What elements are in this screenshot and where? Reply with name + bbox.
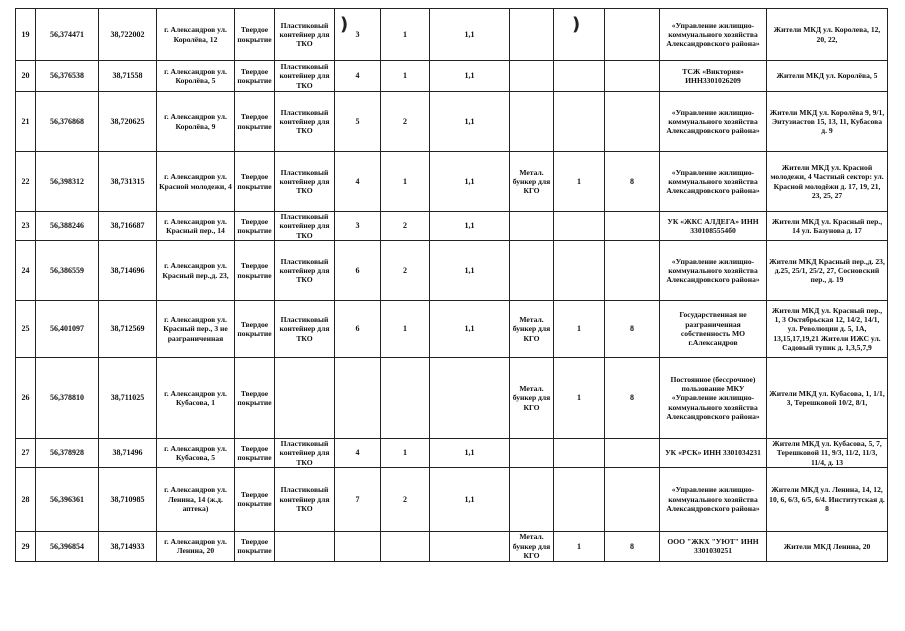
- volume-cell: [430, 358, 510, 439]
- container-type-cell: Пластиковый контейнер для ТКО: [275, 301, 335, 358]
- surface-cell: Твердое покрытие: [235, 61, 275, 92]
- table-row: [16, 241, 888, 301]
- latitude-cell: 56,378810: [36, 358, 99, 439]
- address-cell: г. Александров ул. Королёва, 12: [157, 9, 235, 61]
- surface-cell: Твердое покрытие: [235, 467, 275, 531]
- kgo-count-cell: [554, 212, 605, 241]
- latitude-cell: 56,378928: [36, 439, 99, 468]
- longitude-cell: 38,716687: [99, 212, 157, 241]
- longitude-cell: 38,71558: [99, 61, 157, 92]
- latitude-cell: 56,374471: [36, 9, 99, 61]
- latitude-cell: 56,396361: [36, 467, 99, 531]
- longitude-cell: 38,711025: [99, 358, 157, 439]
- surface-cell: Твердое покрытие: [235, 531, 275, 561]
- kgo-bunker-cell: [510, 212, 554, 241]
- surface-cell: Твердое покрытие: [235, 439, 275, 468]
- table-row: [16, 92, 888, 152]
- row-number: 28: [16, 467, 36, 531]
- container-count2-cell: 2: [381, 212, 430, 241]
- volume-cell: 1,1: [430, 241, 510, 301]
- kgo-count-cell: [554, 439, 605, 468]
- container-type-cell: Пластиковый контейнер для ТКО: [275, 92, 335, 152]
- row-number: 22: [16, 152, 36, 212]
- row-number: 20: [16, 61, 36, 92]
- address-cell: г. Александров ул. Королёва, 9: [157, 92, 235, 152]
- users-cell: Жители МКД Ленина, 20: [767, 531, 888, 561]
- kgo-bunker-cell: Метал. бункер для КГО: [510, 152, 554, 212]
- kgo-count-cell: 1: [554, 301, 605, 358]
- address-cell: г. Александров ул. Кубасова, 5: [157, 439, 235, 468]
- surface-cell: Твердое покрытие: [235, 241, 275, 301]
- longitude-cell: 38,722002: [99, 9, 157, 61]
- container-type-cell: Пластиковый контейнер для ТКО: [275, 439, 335, 468]
- surface-cell: Твердое покрытие: [235, 212, 275, 241]
- kgo-volume-cell: [605, 241, 660, 301]
- kgo-bunker-cell: Метал. бункер для КГО: [510, 301, 554, 358]
- container-count2-cell: 1: [381, 9, 430, 61]
- kgo-bunker-cell: [510, 61, 554, 92]
- owner-cell: Постоянное (бессрочное) пользование МКУ «Управление жилищно-коммунального хозяйства Александровского района»: [660, 358, 767, 439]
- container-type-cell: Пластиковый контейнер для ТКО: [275, 152, 335, 212]
- volume-cell: 1,1: [430, 301, 510, 358]
- container-count-cell: 6: [335, 301, 381, 358]
- owner-cell: «Управление жилищно-коммунального хозяйства Александровского района»: [660, 152, 767, 212]
- users-cell: Жители МКД ул. Красный пер., 1, 3 Октябрьская 12, 14/2, 14/1, ул. Революции д. 5, 1А, 13,15,17,19,21 Жители ИЖС ул. Садовый тупик д. 1,3,5,7,9: [767, 301, 888, 358]
- volume-cell: [430, 531, 510, 561]
- table-row: [16, 439, 888, 468]
- row-number: 19: [16, 9, 36, 61]
- owner-cell: ТСЖ «Виктория» ИНН3301026209: [660, 61, 767, 92]
- kgo-count-cell: 1: [554, 152, 605, 212]
- table-row: [16, 301, 888, 358]
- kgo-volume-cell: [605, 212, 660, 241]
- container-type-cell: [275, 358, 335, 439]
- kgo-bunker-cell: [510, 92, 554, 152]
- users-cell: Жители МКД ул. Ленина, 14, 12, 10, 6, 6/3, 6/5, 6/4. Институтская д. 8: [767, 467, 888, 531]
- container-type-cell: Пластиковый контейнер для ТКО: [275, 467, 335, 531]
- volume-cell: 1,1: [430, 61, 510, 92]
- volume-cell: 1,1: [430, 439, 510, 468]
- kgo-count-cell: [554, 92, 605, 152]
- kgo-volume-cell: 8: [605, 301, 660, 358]
- scan-mark-left: ): [340, 14, 349, 35]
- kgo-volume-cell: [605, 92, 660, 152]
- longitude-cell: 38,712569: [99, 301, 157, 358]
- container-count2-cell: [381, 358, 430, 439]
- kgo-volume-cell: 8: [605, 358, 660, 439]
- container-count2-cell: 1: [381, 439, 430, 468]
- surface-cell: Твердое покрытие: [235, 152, 275, 212]
- container-count-cell: 5: [335, 92, 381, 152]
- container-count-cell: [335, 531, 381, 561]
- volume-cell: 1,1: [430, 92, 510, 152]
- waste-sites-table: [15, 8, 888, 562]
- container-count-cell: 4: [335, 439, 381, 468]
- container-type-cell: Пластиковый контейнер для ТКО: [275, 241, 335, 301]
- kgo-bunker-cell: [510, 9, 554, 61]
- latitude-cell: 56,401097: [36, 301, 99, 358]
- longitude-cell: 38,720625: [99, 92, 157, 152]
- row-number: 25: [16, 301, 36, 358]
- container-count-cell: 3: [335, 9, 381, 61]
- owner-cell: УК «РСК» ИНН 3301034231: [660, 439, 767, 468]
- volume-cell: 1,1: [430, 467, 510, 531]
- users-cell: Жители МКД ул. Королева, 12, 20, 22,: [767, 9, 888, 61]
- volume-cell: 1,1: [430, 9, 510, 61]
- surface-cell: Твердое покрытие: [235, 301, 275, 358]
- longitude-cell: 38,710985: [99, 467, 157, 531]
- container-count-cell: 7: [335, 467, 381, 531]
- users-cell: Жители МКД ул. Красный пер., 14 ул. Базунова д. 17: [767, 212, 888, 241]
- users-cell: Жители МКД ул. Кубасова, 5, 7, Терешковой 11, 9/3, 11/2, 11/3, 11/4, д. 13: [767, 439, 888, 468]
- address-cell: г. Александров ул. Красный пер., 14: [157, 212, 235, 241]
- latitude-cell: 56,388246: [36, 212, 99, 241]
- owner-cell: «Управление жилищно-коммунального хозяйства Александровского района»: [660, 241, 767, 301]
- kgo-count-cell: [554, 61, 605, 92]
- latitude-cell: 56,396854: [36, 531, 99, 561]
- row-number: 23: [16, 212, 36, 241]
- latitude-cell: 56,376868: [36, 92, 99, 152]
- address-cell: г. Александров ул. Красный пер., 3 не разграниченная: [157, 301, 235, 358]
- kgo-count-cell: [554, 467, 605, 531]
- container-count-cell: 3: [335, 212, 381, 241]
- kgo-volume-cell: [605, 9, 660, 61]
- latitude-cell: 56,398312: [36, 152, 99, 212]
- users-cell: Жители МКД Красный пер.,д. 23, д.25, 25/1, 25/2, 27, Сосновский пер., д. 19: [767, 241, 888, 301]
- container-count2-cell: 2: [381, 467, 430, 531]
- container-type-cell: Пластиковый контейнер для ТКО: [275, 61, 335, 92]
- container-count2-cell: 1: [381, 61, 430, 92]
- table-row: [16, 358, 888, 439]
- row-number: 29: [16, 531, 36, 561]
- address-cell: г. Александров ул. Красной молодежи, 4: [157, 152, 235, 212]
- container-count2-cell: 2: [381, 92, 430, 152]
- table-row: [16, 531, 888, 561]
- address-cell: г. Александров ул. Ленина, 20: [157, 531, 235, 561]
- volume-cell: 1,1: [430, 212, 510, 241]
- kgo-bunker-cell: [510, 467, 554, 531]
- owner-cell: «Управление жилищно-коммунального хозяйства Александровского района»: [660, 92, 767, 152]
- longitude-cell: 38,714696: [99, 241, 157, 301]
- row-number: 27: [16, 439, 36, 468]
- users-cell: Жители МКД ул. Красной молодежи, 4 Частный сектор: ул. Красной молодёжи д. 17, 19, 21, 23, 25, 27: [767, 152, 888, 212]
- users-cell: Жители МКД ул. Королёва, 5: [767, 61, 888, 92]
- row-number: 26: [16, 358, 36, 439]
- table-row: [16, 152, 888, 212]
- container-count2-cell: [381, 531, 430, 561]
- latitude-cell: 56,386559: [36, 241, 99, 301]
- users-cell: Жители МКД ул. Королёва 9, 9/1, Энтузиастов 15, 13, 11, Кубасова д. 9: [767, 92, 888, 152]
- table-row: [16, 212, 888, 241]
- kgo-volume-cell: [605, 61, 660, 92]
- kgo-volume-cell: 8: [605, 152, 660, 212]
- longitude-cell: 38,731315: [99, 152, 157, 212]
- container-count-cell: [335, 358, 381, 439]
- kgo-bunker-cell: [510, 241, 554, 301]
- kgo-volume-cell: 8: [605, 531, 660, 561]
- address-cell: г. Александров ул. Королёва, 5: [157, 61, 235, 92]
- kgo-bunker-cell: Метал. бункер для КГО: [510, 531, 554, 561]
- kgo-count-cell: [554, 241, 605, 301]
- container-count2-cell: 1: [381, 301, 430, 358]
- container-count-cell: 4: [335, 152, 381, 212]
- row-number: 21: [16, 92, 36, 152]
- surface-cell: Твердое покрытие: [235, 92, 275, 152]
- table-row: [16, 467, 888, 531]
- address-cell: г. Александров ул. Ленина, 14 (ж.д. аптека): [157, 467, 235, 531]
- registry-sheet: [15, 8, 887, 562]
- kgo-bunker-cell: [510, 439, 554, 468]
- owner-cell: «Управление жилищно-коммунального хозяйства Александровского района»: [660, 9, 767, 61]
- container-type-cell: Пластиковый контейнер для ТКО: [275, 9, 335, 61]
- owner-cell: УК «ЖКС АЛДЕГА» ИНН 3301085554б0: [660, 212, 767, 241]
- scan-mark-right: ): [572, 14, 581, 35]
- table-body: [16, 9, 888, 562]
- container-count-cell: 6: [335, 241, 381, 301]
- volume-cell: 1,1: [430, 152, 510, 212]
- latitude-cell: 56,376538: [36, 61, 99, 92]
- container-type-cell: [275, 531, 335, 561]
- kgo-volume-cell: [605, 467, 660, 531]
- longitude-cell: 38,71496: [99, 439, 157, 468]
- surface-cell: Твердое покрытие: [235, 9, 275, 61]
- table-row: [16, 9, 888, 61]
- row-number: 24: [16, 241, 36, 301]
- kgo-count-cell: 1: [554, 531, 605, 561]
- container-count2-cell: 2: [381, 241, 430, 301]
- owner-cell: «Управление жилищно-коммунального хозяйства Александровского района»: [660, 467, 767, 531]
- container-count2-cell: 1: [381, 152, 430, 212]
- users-cell: Жители МКД ул. Кубасова, 1, 1/1, 3, Терешковой 10/2, 8/1,: [767, 358, 888, 439]
- owner-cell: ООО "ЖКХ "УЮТ" ИНН 3301030251: [660, 531, 767, 561]
- address-cell: г. Александров ул. Кубасова, 1: [157, 358, 235, 439]
- table-row: [16, 61, 888, 92]
- owner-cell: Государственная не разграниченная собственность МО г.Александров: [660, 301, 767, 358]
- longitude-cell: 38,714933: [99, 531, 157, 561]
- container-type-cell: Пластиковый контейнер для ТКО: [275, 212, 335, 241]
- address-cell: г. Александров ул. Красный пер.,д. 23,: [157, 241, 235, 301]
- kgo-bunker-cell: Метал. бункер для КГО: [510, 358, 554, 439]
- container-count-cell: 4: [335, 61, 381, 92]
- kgo-volume-cell: [605, 439, 660, 468]
- kgo-count-cell: 1: [554, 358, 605, 439]
- surface-cell: Твердое покрытие: [235, 358, 275, 439]
